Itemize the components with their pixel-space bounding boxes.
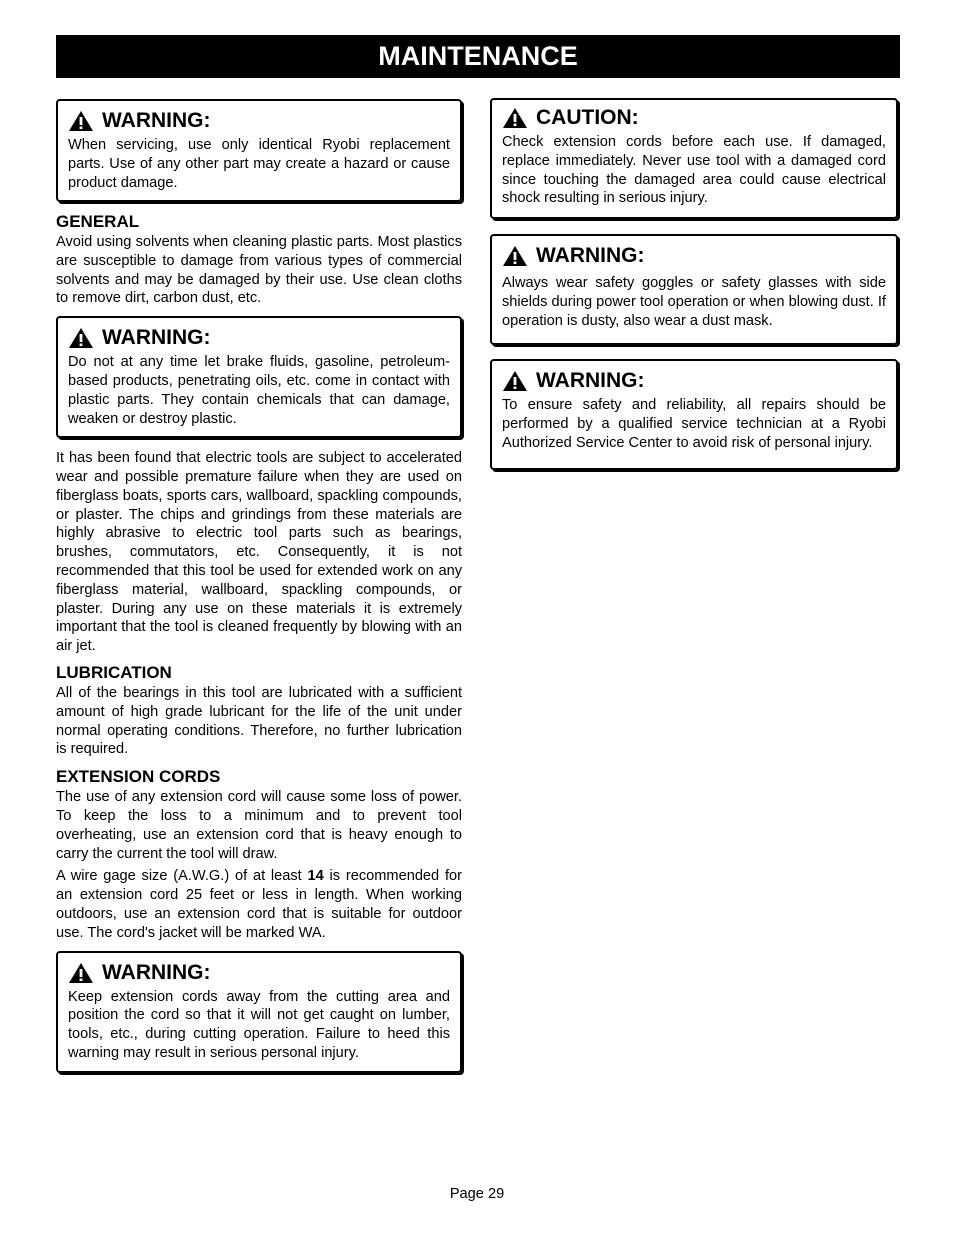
extension-paragraph-1: The use of any extension cord will cause some loss of power. To keep the loss to a minimum and to prevent tool overheating, use an extension cord that is heavy enough to carry the current the tool will draw. — [56, 789, 462, 862]
warning-text: Always wear safety goggles or safety glasses with side shields during power tool operation or when blowing dust. If operation is dusty, also wear a dust mask. — [502, 275, 886, 329]
warning-box-repairs — [490, 359, 898, 470]
warning-heading — [502, 369, 886, 393]
wire-gage-value: 14 — [307, 868, 324, 885]
warning-text: Do not at any time let brake fluids, gasoline, petroleum-based products, penetrating oils, etc. come in contact with plastic parts. They contain chemicals that can damage, weaken or destroy plastic. — [68, 354, 450, 427]
warning-text: To ensure safety and reliability, all repairs should be performed by a qualified service technician at a Ryobi Authorized Service Center to avoid risk of personal injury. — [502, 397, 886, 451]
warning-triangle-icon — [68, 327, 94, 349]
warning-box-extension-cords — [56, 951, 462, 1073]
accelerated-wear-paragraph: It has been found that electric tools are subject to accelerated wear and possible premature failure when they are used on fiberglass boats, sports cars, wallboard, spackling compounds, or plaster. The chips and grindings from these materials are highly abrasive to electric tool parts such as bearings, brushes, commutators, etc. Consequently, it is not recommended that this tool be used for extended work on any fiberglass material, wallboard, spackling compounds, or plaster. During any use on these materials it is extremely important that the tool is cleaned frequently by blowing with an air jet. — [56, 450, 462, 655]
lubrication-paragraph: All of the bearings in this tool are lubricated with a sufficient amount of high grade lubricant for the life of the unit under normal operating conditions. Therefore, no further lubrication is required. — [56, 684, 462, 758]
warning-heading — [68, 326, 450, 350]
warning-triangle-icon — [502, 370, 528, 392]
warning-heading — [68, 109, 450, 133]
warning-text: When servicing, use only identical Ryobi replacement parts. Use of any other part may create a hazard or cause product damage. — [68, 137, 450, 191]
warning-box-safety-goggles — [490, 234, 898, 345]
warning-title: WARNING: — [536, 369, 645, 392]
page-title: MAINTENANCE — [56, 35, 900, 78]
warning-box-chemicals — [56, 316, 462, 438]
section-heading-general: GENERAL — [56, 212, 140, 231]
warning-title: WARNING: — [102, 960, 211, 984]
warning-box-replacement-parts — [56, 99, 462, 202]
page-number: Page 29 — [449, 1186, 505, 1202]
warning-triangle-icon — [502, 245, 528, 267]
warning-triangle-icon — [502, 107, 528, 129]
warning-title: WARNING: — [536, 244, 645, 267]
caution-heading — [502, 106, 886, 130]
warning-text: Keep extension cords away from the cutting area and position the cord so that it will not get caught on lumber, tools, etc., during cutting operation. Failure to heed this warning may result in serious personal injury. — [68, 988, 450, 1061]
left-column — [56, 99, 462, 1073]
warning-triangle-icon — [68, 110, 94, 132]
extension-paragraph-2: A wire gage size (A.W.G.) of at least 14 is recommended for an extension cord 25 feet or less in length. When working outdoors, use an extension cord that is suitable for outdoor use. The cord's jacket will be marked WA. — [56, 868, 462, 941]
caution-title: CAUTION: — [536, 106, 639, 129]
caution-text: Check extension cords before each use. If damaged, replace immediately. Never use tool with a damaged cord since touching the damaged area could cause electrical shock resulting in serious injury. — [502, 134, 886, 207]
warning-triangle-icon — [68, 962, 94, 984]
warning-heading — [68, 961, 450, 985]
general-paragraph: Avoid using solvents when cleaning plastic parts. Most plastics are susceptible to damage from various types of commercial solvents and may be damaged by their use. Use clean cloths to remove dirt, carbon dust, etc. — [56, 234, 462, 307]
right-column — [490, 98, 898, 470]
warning-title: WARNING: — [102, 326, 211, 350]
warning-heading — [502, 244, 886, 268]
section-heading-lubrication: LUBRICATION — [56, 662, 172, 682]
section-heading-extension-cords: EXTENSION CORDS — [56, 767, 221, 787]
caution-box-extension-cords — [490, 98, 898, 219]
warning-title: WARNING: — [102, 109, 211, 132]
